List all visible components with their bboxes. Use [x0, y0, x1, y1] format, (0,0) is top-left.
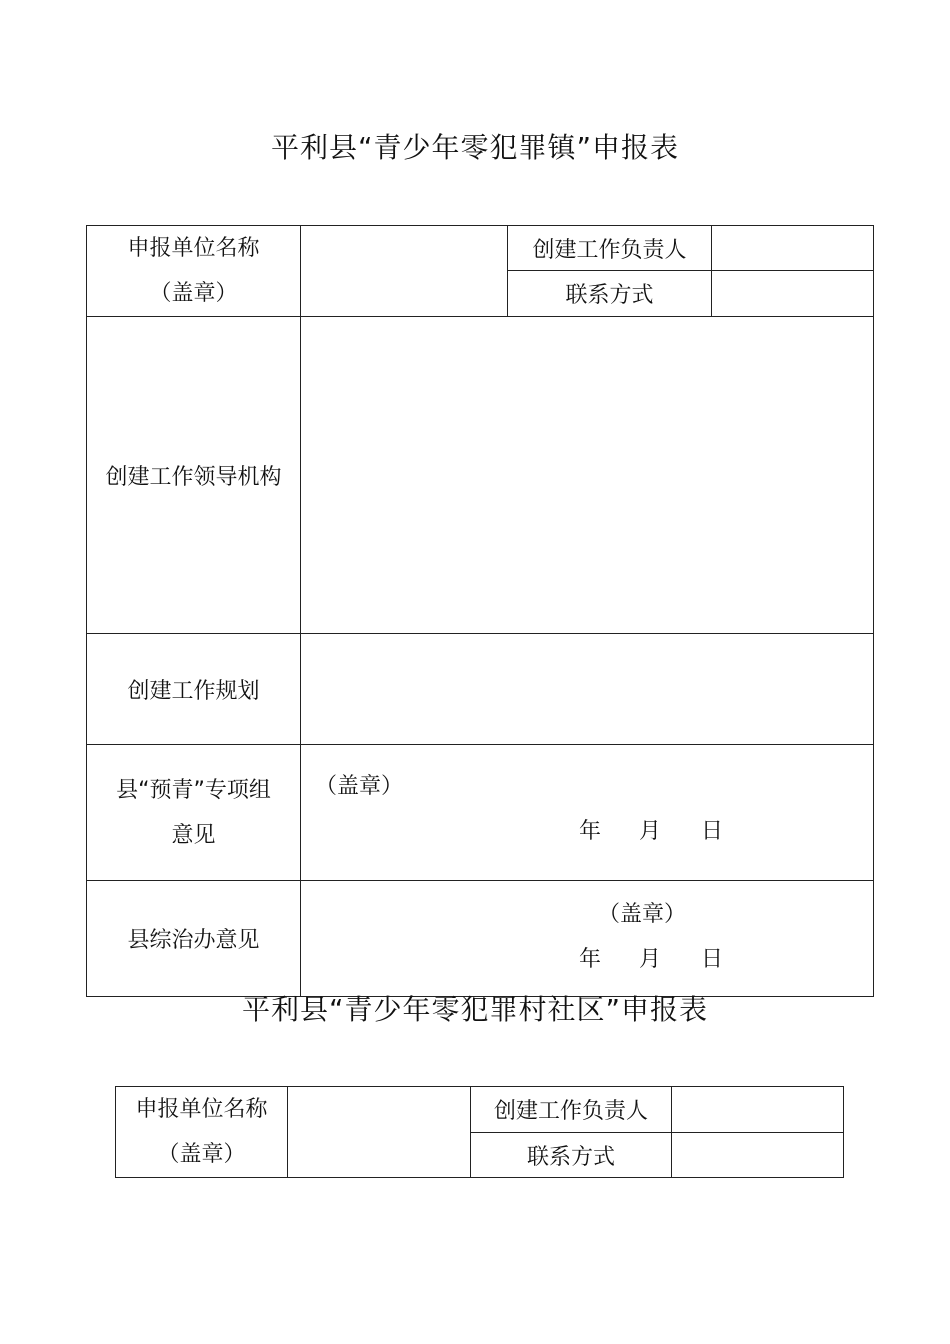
date-year-label: 年 [579, 819, 602, 844]
contact-label: 联系方式 [471, 1133, 672, 1178]
date-month-label: 月 [639, 819, 662, 844]
leader-field[interactable] [712, 226, 874, 271]
unit-seal-label: （盖章） [149, 281, 238, 306]
unit-seal-label: （盖章） [157, 1142, 246, 1167]
group-seal-label: （盖章） [315, 774, 404, 799]
leader-label: 创建工作负责人 [471, 1087, 672, 1133]
town-application-form [86, 225, 874, 997]
group-opinion-label-line1: 县“预青”专项组 [116, 777, 271, 803]
group-opinion-label-cell [87, 745, 301, 881]
contact-label: 联系方式 [508, 271, 712, 317]
group-opinion-label-line2: 意见 [171, 822, 216, 848]
office-opinion-label: 县综治办意见 [87, 881, 301, 997]
form-title-town: 平利县“青少年零犯罪镇”申报表 [270, 131, 679, 164]
leader-label: 创建工作负责人 [508, 226, 712, 271]
plan-field[interactable] [301, 634, 874, 745]
unit-name-label-cell [116, 1087, 288, 1178]
unit-name-label-cell [87, 226, 301, 317]
office-seal-label: （盖章） [598, 902, 687, 927]
form-title-village: 平利县“青少年零犯罪村社区”申报表 [241, 993, 708, 1026]
org-label: 创建工作领导机构 [87, 317, 301, 634]
contact-field[interactable] [672, 1133, 844, 1178]
date-month-label: 月 [639, 947, 662, 972]
office-opinion-field[interactable] [301, 881, 874, 997]
date-day-label: 日 [701, 819, 724, 844]
contact-field[interactable] [712, 271, 874, 317]
plan-label: 创建工作规划 [87, 634, 301, 745]
unit-name-field[interactable] [288, 1087, 471, 1178]
unit-name-label: 申报单位名称 [127, 236, 260, 261]
date-year-label: 年 [579, 947, 602, 972]
unit-name-label: 申报单位名称 [135, 1097, 268, 1122]
leader-field[interactable] [672, 1087, 844, 1133]
date-day-label: 日 [701, 947, 724, 972]
village-application-form [115, 1086, 844, 1178]
unit-name-field[interactable] [301, 226, 508, 317]
org-field[interactable] [301, 317, 874, 634]
group-opinion-field[interactable] [301, 745, 874, 881]
